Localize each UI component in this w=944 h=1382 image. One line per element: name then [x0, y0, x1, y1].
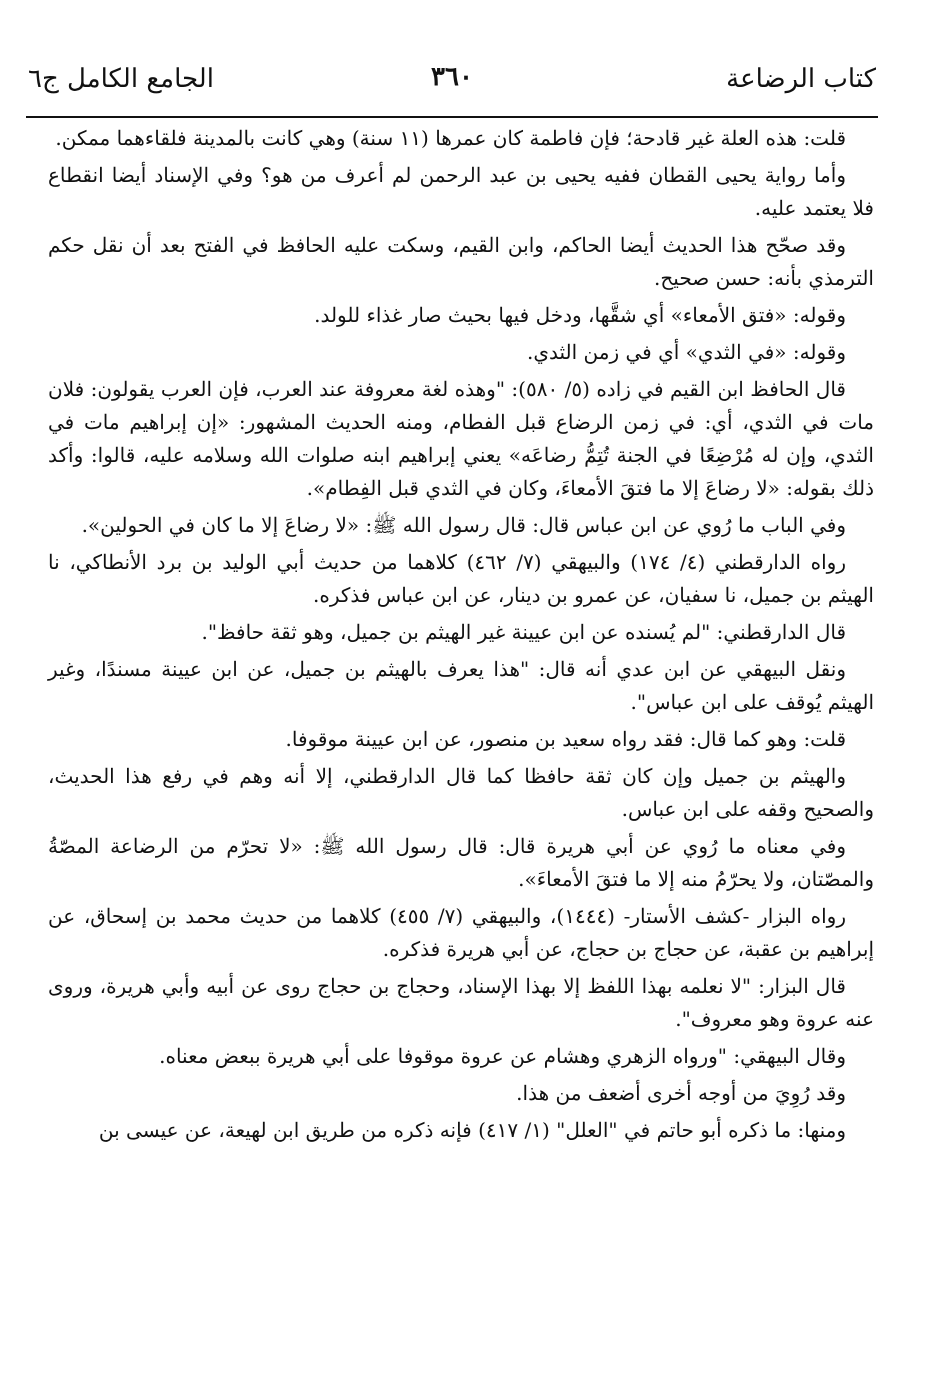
book-title: كتاب الرضاعة [726, 64, 876, 94]
volume-title: الجامع الكامل ج٦ [28, 64, 214, 94]
paragraph: وفي معناه ما رُوي عن أبي هريرة قال: قال رسول الله ﷺ: «لا تحرّم من الرضاعة المصّةُ والمصّتان، ولا يحرّمُ منه إلا ما فتقَ الأمعاءَ». [48, 834, 874, 891]
paragraph: قال البزار: "لا نعلمه بهذا اللفظ إلا بهذا الإسناد، وحجاج بن حجاج روى عن أبيه وأبي هريرة، وروى عنه عروة وهو معروف". [48, 974, 874, 1031]
page-number: ٣٦٠ [431, 62, 473, 92]
paragraph: وقوله: «فتق الأمعاء» أي شقَّها، ودخل فيها بحيث صار غذاء للولد. [314, 303, 846, 327]
paragraph: والهيثم بن جميل وإن كان ثقة حافظا كما قال الدارقطني، إلا أنه وهم في رفع هذا الحديث، والصحيح وقفه على ابن عباس. [48, 764, 874, 821]
paragraph: قال الدارقطني: "لم يُسنده عن ابن عيينة غير الهيثم بن جميل، وهو ثقة حافظ". [201, 620, 846, 644]
paragraph: وقد صحّح هذا الحديث أيضا الحاكم، وابن القيم، وسكت عليه الحافظ في الفتح بعد أن نقل حكم الترمذي بأنه: حسن صحيح. [48, 233, 874, 290]
paragraph: وأما رواية يحيى القطان ففيه يحيى بن عبد الرحمن لم أعرف من هو؟ وفي الإسناد أيضا انقطاع فلا يعتمد عليه. [48, 163, 874, 220]
paragraph: ونقل البيهقي عن ابن عدي أنه قال: "هذا يعرف بالهيثم بن جميل، عن ابن عيينة مسندًا، وغير الهيثم يُوقف على ابن عباس". [48, 657, 874, 714]
header-divider [26, 116, 878, 118]
paragraph: قلت: وهو كما قال: فقد رواه سعيد بن منصور، عن ابن عيينة موقوفا. [285, 727, 846, 751]
paragraph: وقد رُوِيَ من أوجه أخرى أضعف من هذا. [516, 1081, 846, 1105]
paragraph: وفي الباب ما رُوي عن ابن عباس قال: قال رسول الله ﷺ: «لا رضاعَ إلا ما كان في الحولين». [81, 513, 846, 537]
paragraph: قال الحافظ ابن القيم في زاده (٥/ ٥٨٠): "وهذه لغة معروفة عند العرب، فإن العرب يقولون: فلان مات في الثدي، أي: في زمن الرضاع قبل الفطام، ومنه الحديث المشهور: «إن إبراهيم مات في الثدي، وإن له مُرْضِعًا في الجنة تُتِمُّ رضاعَه» يعني إبراهيم ابنه صلوات الله وسلامه عليه، قالوا: وأكد ذلك بقوله: «لا رضاعَ إلا ما فتقَ الأمعاءَ، وكان في الثدي قبل الفِطام». [48, 377, 874, 500]
paragraph: قلت: هذه العلة غير قادحة؛ فإن فاطمة كان عمرها (١١ سنة) وهي كانت بالمدينة فلقاءهما ممكن. [55, 126, 846, 150]
paragraph: رواه البزار -كشف الأستار- (١٤٤٤)، والبيهقي (٧/ ٤٥٥) كلاهما من حديث محمد بن إسحاق، عن إبراهيم بن عقبة، عن حجاج بن حجاج، عن أبي هريرة فذكره. [48, 904, 874, 961]
page-body [48, 122, 874, 1151]
paragraph: ومنها: ما ذكره أبو حاتم في "العلل" (١/ ٤١٧) فإنه ذكره من طريق ابن لهيعة، عن عيسى بن [98, 1118, 846, 1142]
page-header [28, 58, 876, 106]
paragraph: وقال البيهقي: "ورواه الزهري وهشام عن عروة موقوفا على أبي هريرة ببعض معناه. [159, 1044, 846, 1068]
paragraph: وقوله: «في الثدي» أي في زمن الثدي. [526, 340, 846, 364]
paragraph: رواه الدارقطني (٤/ ١٧٤) والبيهقي (٧/ ٤٦٢) كلاهما من حديث أبي الوليد بن برد الأنطاكي، نا الهيثم بن جميل، نا سفيان، عن عمرو بن دينار، عن ابن عباس فذكره. [48, 550, 874, 607]
